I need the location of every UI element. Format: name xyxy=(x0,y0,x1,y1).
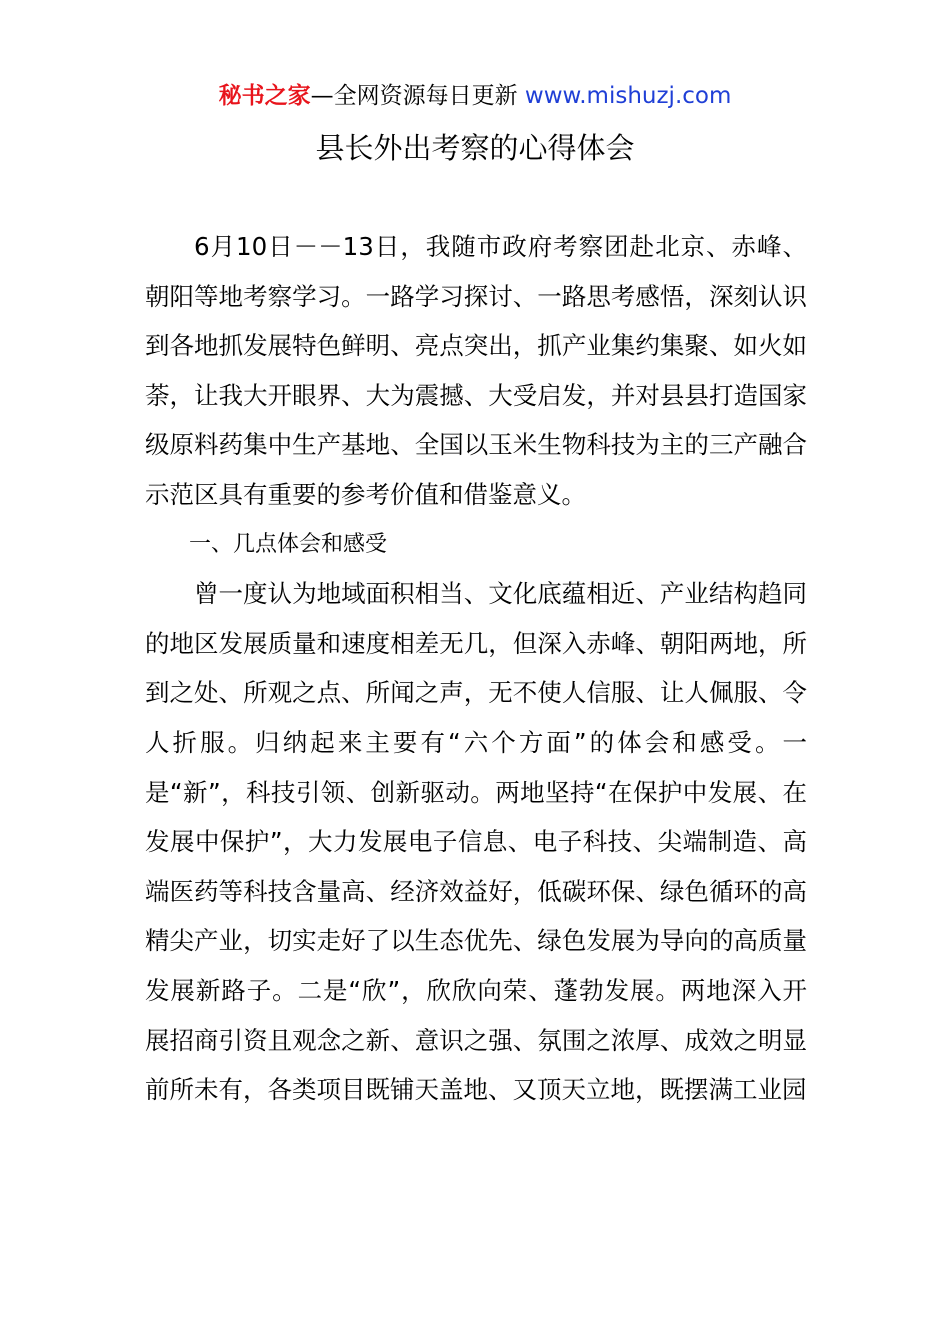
paragraph-intro: 6月10日－－13日，我随市政府考察团赴北京、赤峰、朝阳等地考察学习。一路学习探讨、一路思考感悟，深刻认识到各地抓发展特色鲜明、亮点突出，抓产业集约集聚、如火如荼，让我大开眼界、大为震撼、大受启发，并对县县打造国家级原料药集中生产基地、全国以玉米生物科技为主的三产融合示范区具有重要的参考价值和借鉴意义。 xyxy=(145,232,807,509)
site-header xyxy=(0,80,950,112)
section-heading: 一、几点体会和感受 xyxy=(189,531,388,557)
site-url-link[interactable]: www.mishuzj.com xyxy=(524,83,732,109)
site-brand: 秘书之家 xyxy=(218,83,311,109)
document-title: 县长外出考察的心得体会 xyxy=(315,131,635,165)
paragraph-body: 曾一度认为地域面积相当、文化底蕴相近、产业结构趋同的地区发展质量和速度相差无几，但深入赤峰、朝阳两地，所到之处、所观之点、所闻之声，无不使人信服、让人佩服、令人折服。归纳起来主要有“六个方面”的体会和感受。一是“新”，科技引领、创新驱动。两地坚持“在保护中发展、在发展中保护”，大力发展电子信息、电子科技、尖端制造、高端医药等科技含量高、经济效益好，低碳环保、绿色循环的高精尖产业，切实走好了以生态优先、绿色发展为导向的高质量发展新路子。二是“欣”，欣欣向荣、蓬勃发展。两地深入开展招商引资且观念之新、意识之强、氛围之浓厚、成效之明显前所未有，各类项目既铺天盖地、又顶天立地，既摆满工业园 xyxy=(145,579,807,1105)
site-tagline: —全网资源每日更新 xyxy=(310,83,518,109)
document-body xyxy=(145,222,807,1115)
